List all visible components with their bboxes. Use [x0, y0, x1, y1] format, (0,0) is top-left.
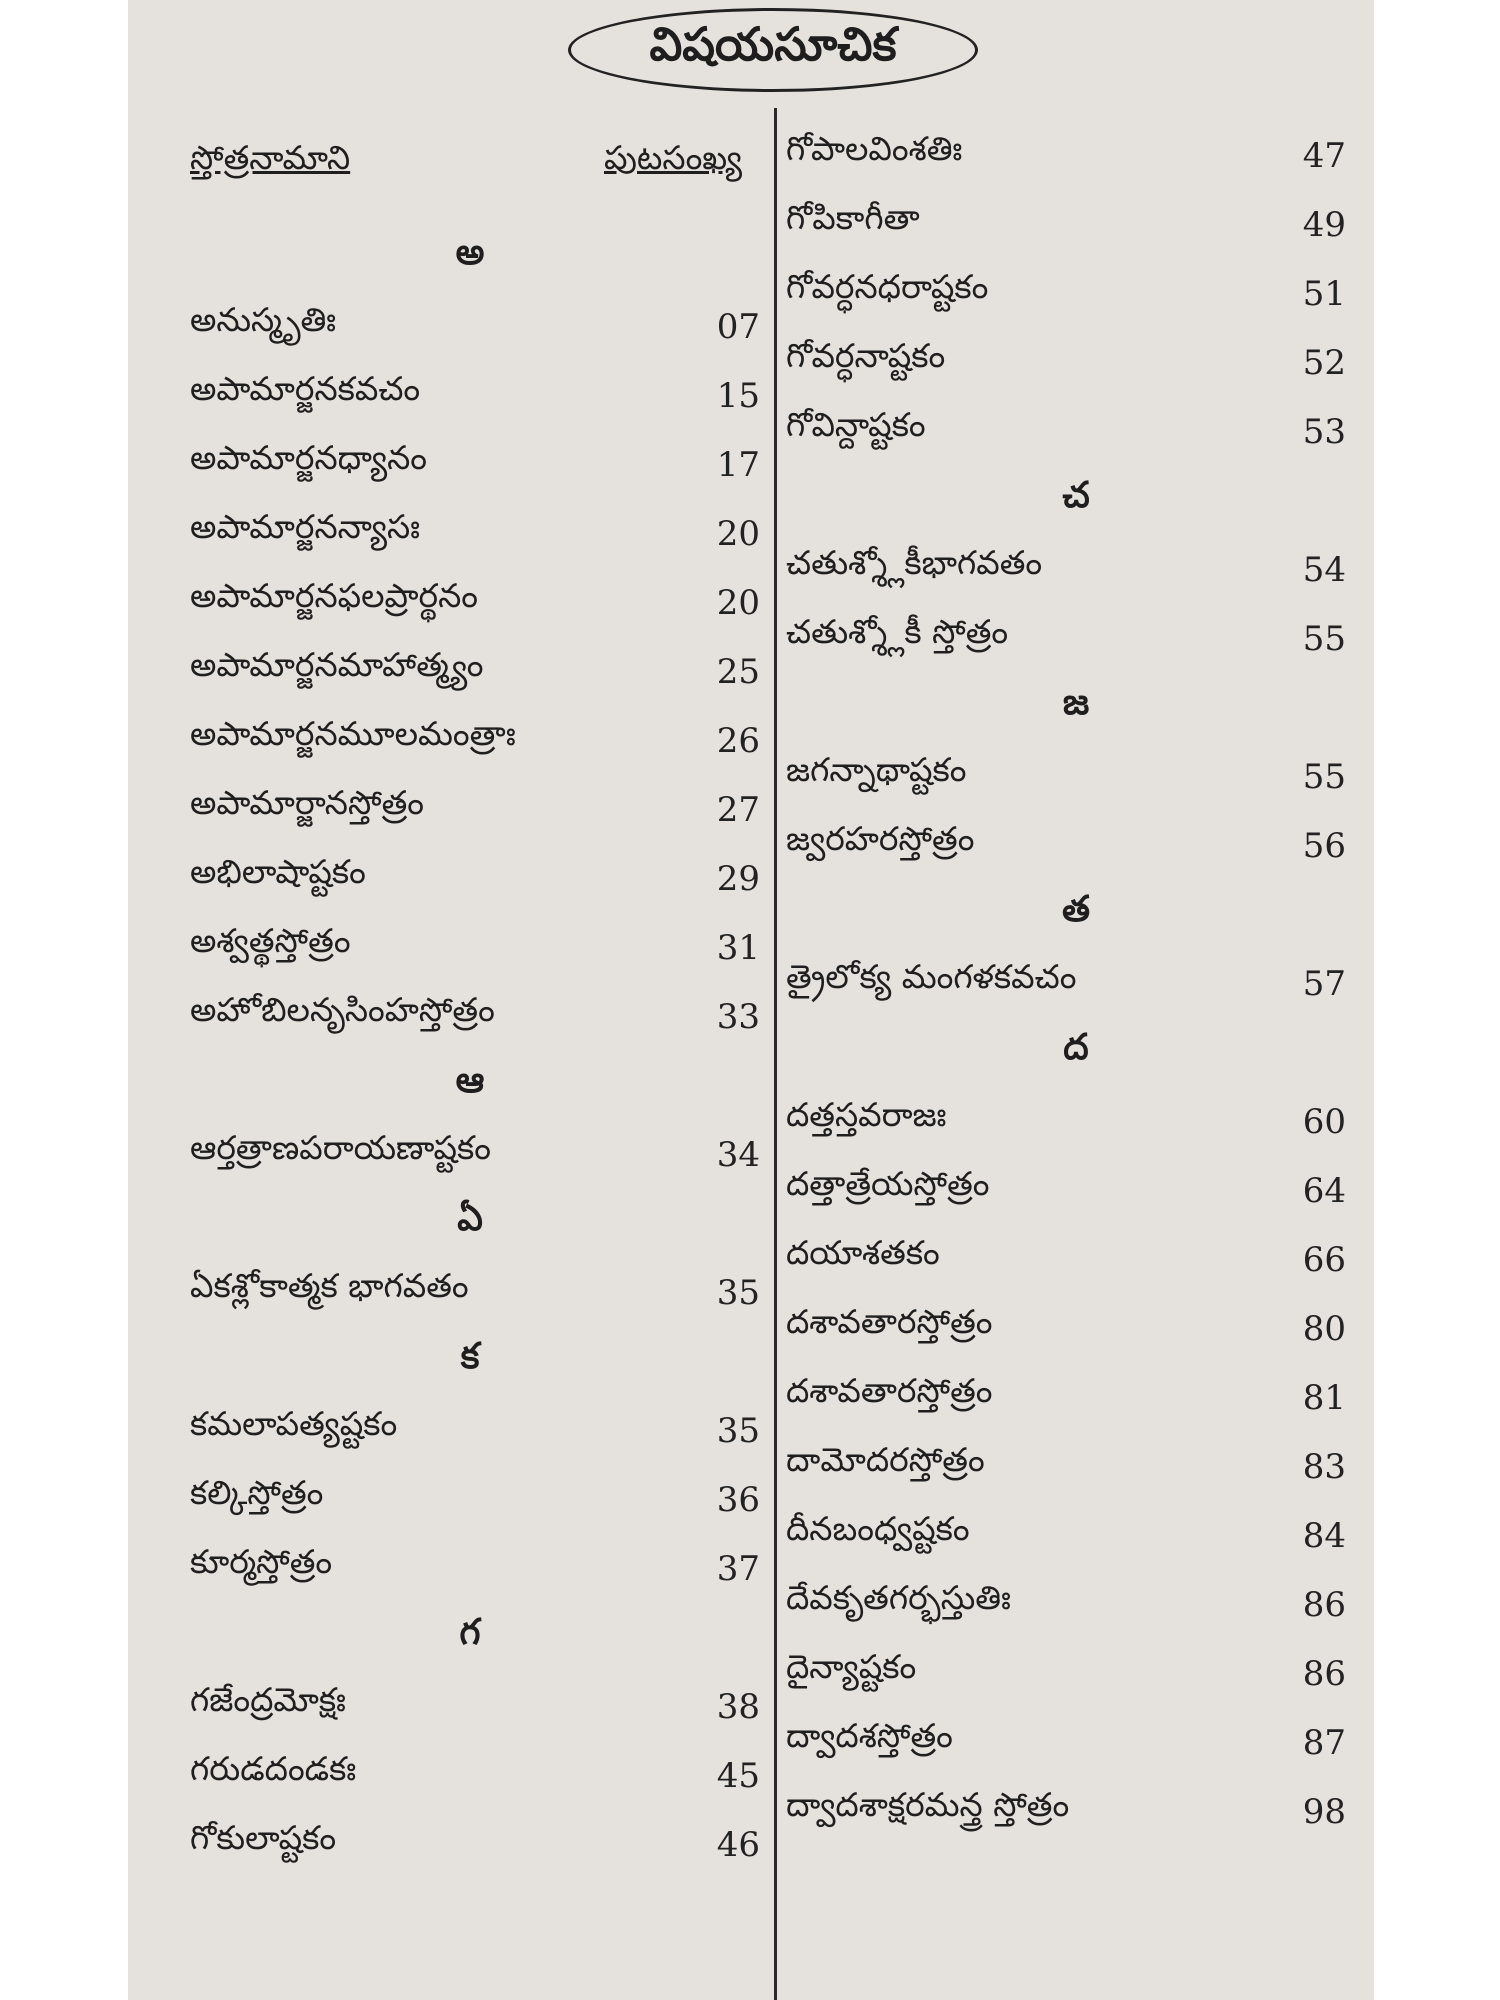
- entry-name: గోవర్ధనాష్టకం: [786, 336, 946, 375]
- entry-page-number: 37: [716, 1549, 760, 1589]
- entry-name: దత్తస్తవరాజః: [786, 1095, 947, 1134]
- entry-page-number: 47: [1302, 136, 1346, 176]
- entry-page-number: 45: [716, 1756, 760, 1796]
- entry-page-number: 15: [716, 376, 760, 416]
- entry-name: కూర్మస్తోత్రం: [190, 1542, 333, 1581]
- index-entry: [190, 577, 760, 629]
- entry-name: దత్తాత్రేయస్తోత్రం: [786, 1164, 990, 1203]
- index-entry: [786, 1579, 1346, 1631]
- index-entry: [190, 646, 760, 698]
- index-entry: [190, 1750, 760, 1802]
- index-entry: [190, 1819, 760, 1871]
- entry-name: గజేంద్రమోక్షః: [190, 1680, 346, 1719]
- entry-page-number: 86: [1302, 1585, 1346, 1625]
- index-entry: [190, 1405, 760, 1457]
- entry-name: దీనబంధ్వష్టకం: [786, 1509, 970, 1548]
- entry-name: అపామార్జనకవచం: [190, 369, 421, 408]
- entry-page-number: 81: [1302, 1378, 1346, 1418]
- entry-page-number: 49: [1302, 205, 1346, 245]
- entry-page-number: 60: [1302, 1102, 1346, 1142]
- entry-name: దశావతారస్తోత్రం: [786, 1302, 993, 1341]
- entry-page-number: 35: [716, 1273, 760, 1313]
- entry-page-number: 38: [716, 1687, 760, 1727]
- index-entry: [190, 1267, 760, 1319]
- entry-page-number: 52: [1302, 343, 1346, 383]
- entry-name: ద్వాదశాక్షరమన్త్ర స్తోత్రం: [786, 1785, 1070, 1824]
- entry-name: దైన్యాష్టకం: [786, 1647, 917, 1686]
- entry-name: అపామార్జనమాహాత్మ్యం: [190, 645, 484, 684]
- section-letter: ఏ: [457, 1198, 483, 1239]
- entry-page-number: 55: [1302, 757, 1346, 797]
- index-entry: [786, 1510, 1346, 1562]
- section-letter: చ: [1062, 475, 1090, 516]
- entry-page-number: 64: [1302, 1171, 1346, 1211]
- index-entry: [190, 922, 760, 974]
- entry-page-number: 55: [1302, 619, 1346, 659]
- section-letter: ద: [1063, 1027, 1089, 1068]
- index-entry: [786, 1096, 1346, 1148]
- entry-name: కల్కిస్తోత్రం: [190, 1473, 324, 1512]
- entry-name: గోపికాగీతా: [786, 198, 920, 237]
- page-title: విషయసూచిక: [568, 8, 978, 92]
- index-entry: [786, 1441, 1346, 1493]
- entry-name: గోపాలవింశతిః: [786, 129, 963, 168]
- section-letter: అ: [455, 232, 485, 273]
- entry-page-number: 36: [716, 1480, 760, 1520]
- entry-page-number: 31: [716, 928, 760, 968]
- index-entry: [190, 1543, 760, 1595]
- index-entry: [786, 613, 1346, 665]
- entry-name: కమలాపత్యష్టకం: [190, 1404, 398, 1443]
- entry-page-number: 35: [716, 1411, 760, 1451]
- index-entry: [190, 1129, 760, 1181]
- entry-name: అహోబిలనృసింహస్తోత్రం: [190, 990, 495, 1029]
- entry-name: గోవర్ధనధరాష్టకం: [786, 267, 989, 306]
- section-letter: ఆ: [455, 1060, 485, 1101]
- entry-page-number: 87: [1302, 1723, 1346, 1763]
- index-entry: [786, 1303, 1346, 1355]
- index-entry: [190, 1474, 760, 1526]
- entry-page-number: 33: [716, 997, 760, 1037]
- index-entry: [786, 1165, 1346, 1217]
- index-entry: [786, 1717, 1346, 1769]
- entry-name: త్రైలోక్య మంగళకవచం: [786, 957, 1077, 996]
- index-entry: [786, 130, 1346, 182]
- entry-page-number: 07: [716, 307, 760, 347]
- entry-name: అపామార్జనమూలమంత్రాః: [190, 714, 516, 753]
- entry-page-number: 80: [1302, 1309, 1346, 1349]
- entry-name: అశ్వత్థస్తోత్రం: [190, 921, 351, 960]
- entry-page-number: 46: [716, 1825, 760, 1865]
- entry-name: అపామార్జానస్తోత్రం: [190, 783, 424, 822]
- index-entry: [786, 820, 1346, 872]
- entry-name: అపామార్జనధ్యానం: [190, 438, 427, 477]
- section-letter: త: [1061, 889, 1090, 930]
- index-entry: [786, 1372, 1346, 1424]
- entry-name: ద్వాదశస్తోత్రం: [786, 1716, 953, 1755]
- index-entry: [786, 544, 1346, 596]
- entry-page-number: 26: [716, 721, 760, 761]
- entry-name: జగన్నాథాష్టకం: [786, 750, 967, 789]
- entry-page-number: 20: [716, 514, 760, 554]
- header-page-number: పుటసంఖ్య: [604, 138, 742, 177]
- entry-name: అపామార్జనన్యాసః: [190, 507, 420, 546]
- entry-name: చతుశ్శ్లోకీభాగవతం: [786, 543, 1043, 582]
- entry-name: జ్వరహరస్తోత్రం: [786, 819, 975, 858]
- entry-page-number: 83: [1302, 1447, 1346, 1487]
- column-divider: [774, 108, 777, 2000]
- index-entry: [190, 991, 760, 1043]
- index-entry: [786, 751, 1346, 803]
- entry-page-number: 57: [1302, 964, 1346, 1004]
- section-letter: జ: [1062, 682, 1090, 723]
- entry-page-number: 53: [1302, 412, 1346, 452]
- index-entry: [786, 1648, 1346, 1700]
- entry-page-number: 86: [1302, 1654, 1346, 1694]
- index-entry: [786, 406, 1346, 458]
- entry-name: దయాశతకం: [786, 1233, 940, 1272]
- entry-name: గరుడదండకః: [190, 1749, 357, 1788]
- entry-name: దామోదరస్తోత్రం: [786, 1440, 985, 1479]
- entry-page-number: 25: [716, 652, 760, 692]
- entry-name: అపామార్జనఫలప్రార్థనం: [190, 576, 478, 615]
- index-entry: [190, 370, 760, 422]
- index-entry: [786, 1234, 1346, 1286]
- entry-name: ఆర్తత్రాణపరాయణాష్టకం: [190, 1128, 491, 1167]
- entry-page-number: 66: [1302, 1240, 1346, 1280]
- index-entry: [786, 958, 1346, 1010]
- index-entry: [190, 784, 760, 836]
- index-entry: [786, 1786, 1346, 1838]
- index-entry: [786, 337, 1346, 389]
- entry-page-number: 51: [1302, 274, 1346, 314]
- entry-page-number: 56: [1302, 826, 1346, 866]
- index-entry: [190, 853, 760, 905]
- index-entry: [786, 268, 1346, 320]
- entry-page-number: 29: [716, 859, 760, 899]
- entry-name: అనుస్మృతిః: [190, 300, 337, 339]
- entry-name: గోవిన్దాష్టకం: [786, 405, 926, 444]
- entry-name: ఏకశ్లోకాత్మక భాగవతం: [190, 1266, 469, 1305]
- entry-page-number: 34: [716, 1135, 760, 1175]
- section-letter: గ: [459, 1612, 481, 1653]
- entry-page-number: 98: [1302, 1792, 1346, 1832]
- index-entry: [190, 1681, 760, 1733]
- entry-page-number: 84: [1302, 1516, 1346, 1556]
- index-entry: [786, 199, 1346, 251]
- entry-name: దేవకృతగర్భస్తుతిః: [786, 1578, 1011, 1617]
- index-entry: [190, 301, 760, 353]
- entry-name: అభిలాషాష్టకం: [190, 852, 366, 891]
- index-entry: [190, 715, 760, 767]
- index-entry: [190, 508, 760, 560]
- entry-name: దశావతారస్తోత్రం: [786, 1371, 993, 1410]
- index-entry: [190, 439, 760, 491]
- entry-page-number: 17: [716, 445, 760, 485]
- entry-page-number: 54: [1302, 550, 1346, 590]
- entry-name: చతుశ్శ్లోకీ స్తోత్రం: [786, 612, 1009, 651]
- header-stotra-names: స్తోత్రనామాని: [190, 138, 351, 177]
- entry-name: గోకులాష్టకం: [190, 1818, 337, 1857]
- entry-page-number: 27: [716, 790, 760, 830]
- section-letter: క: [460, 1336, 480, 1377]
- entry-page-number: 20: [716, 583, 760, 623]
